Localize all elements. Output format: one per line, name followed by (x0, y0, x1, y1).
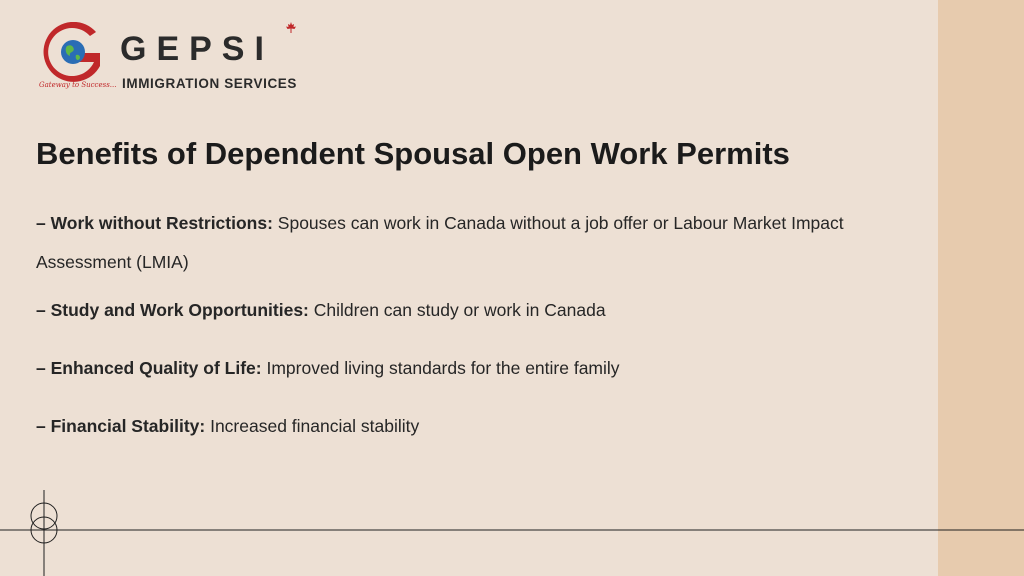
benefits-list (36, 204, 916, 446)
company-logo (38, 22, 308, 100)
benefit-text: Spouses can work in Canada without a job offer or Labour Market Impact Assessment (LMIA) (36, 213, 844, 272)
benefit-label: – Enhanced Quality of Life: (36, 358, 262, 378)
maple-leaf-icon (285, 22, 297, 34)
benefit-text: Improved living standards for the entire family (261, 358, 620, 378)
benefit-item (36, 349, 916, 388)
benefit-text: Increased financial stability (205, 416, 420, 436)
benefit-label: – Study and Work Opportunities: (36, 300, 309, 320)
benefit-text: Children can study or work in Canada (308, 300, 606, 320)
benefit-label: – Work without Restrictions: (36, 213, 273, 233)
benefit-label: – Financial Stability: (36, 416, 206, 436)
logo-brand-name: GEPSI (120, 30, 274, 68)
decorative-line-ornament (0, 490, 1024, 576)
page-title: Benefits of Dependent Spousal Open Work Permits (36, 136, 790, 171)
benefit-item (36, 407, 916, 446)
logo-tagline: Gateway to Success... (39, 81, 117, 89)
benefit-item (36, 291, 916, 330)
globe-g-icon (38, 22, 118, 84)
logo-subtitle: IMMIGRATION SERVICES (122, 76, 298, 91)
benefit-item (36, 204, 916, 282)
